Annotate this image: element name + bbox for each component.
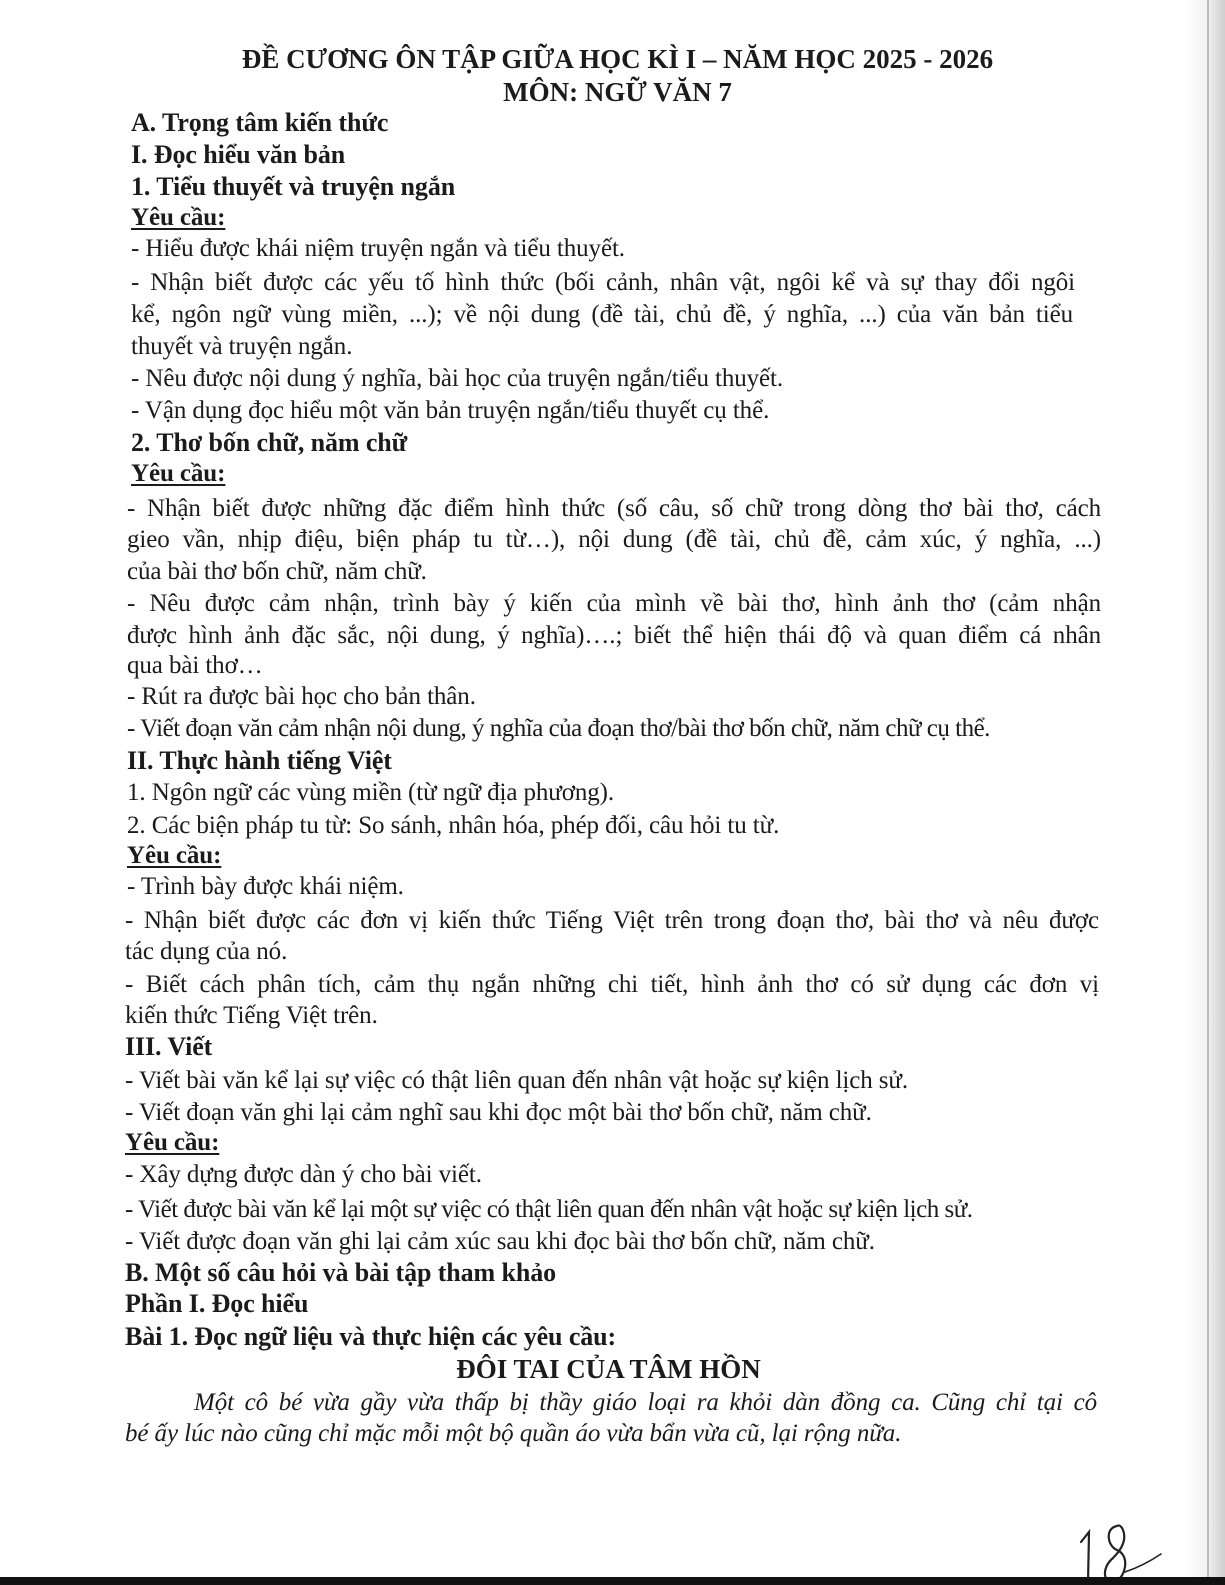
part1-heading: I. Đọc hiểu văn bản [131, 140, 346, 169]
handwritten-page-number [1075, 1520, 1175, 1585]
text-line: - Viết đoạn văn ghi lại cảm nghĩ sau khi đọc một bài thơ bốn chữ, năm chữ. [125, 1099, 872, 1126]
text-line: - Trình bày được khái niệm. [127, 873, 404, 900]
text-line: - Xây dựng được dàn ý cho bài viết. [125, 1161, 482, 1188]
requirements-label: Yêu cầu: [131, 204, 226, 231]
text-line: gieo vần, nhịp điệu, biện pháp tu từ…), nội dung (đề tài, chủ đề, cảm xúc, ý nghĩa, ...) [127, 526, 1101, 553]
text-line: kể, ngôn ngữ vùng miền, ...); về nội dung (đề tài, chủ đề, ý nghĩa, ...) của văn bản tiểu [131, 301, 1073, 328]
text-line: - Rút ra được bài học cho bản thân. [127, 683, 476, 710]
text-line: - Hiểu được khái niệm truyện ngắn và tiểu thuyết. [131, 235, 625, 262]
text-line: 2. Các biện pháp tu từ: So sánh, nhân hóa, phép đối, câu hỏi tu từ. [127, 812, 780, 839]
scan-edge-line [1207, 0, 1209, 1585]
text-line: - Nhận biết được các đơn vị kiến thức Tiếng Việt trên trong đoạn thơ, bài thơ và nêu được [125, 907, 1099, 934]
text-line: được hình ảnh đặc sắc, nội dung, ý nghĩa)….; biết thể hiện thái độ và quan điểm cá nhân [127, 622, 1101, 649]
part2-heading: II. Thực hành tiếng Việt [127, 746, 392, 775]
document-title: ĐỀ CƯƠNG ÔN TẬP GIỮA HỌC KÌ I – NĂM HỌC 2025 - 2026 [241, 44, 994, 74]
text-line: - Nêu được nội dung ý nghĩa, bài học của truyện ngắn/tiểu thuyết. [131, 365, 784, 392]
text-line: - Biết cách phân tích, cảm thụ ngắn những chi tiết, hình ảnh thơ có sử dụng các đơn vị [125, 971, 1099, 998]
text-line: - Viết được bài văn kể lại một sự việc có thật liên quan đến nhân vật hoặc sự kiện lịch sử. [125, 1196, 973, 1223]
text-line: - Vận dụng đọc hiểu một văn bản truyện ngắn/tiểu thuyết cụ thể. [131, 397, 770, 424]
text-line: qua bài thơ… [127, 652, 263, 679]
story-line: Một cô bé vừa gầy vừa thấp bị thầy giáo loại ra khỏi dàn đồng ca. Cũng chỉ tại cô [194, 1389, 1097, 1416]
text-line: - Viết đoạn văn cảm nhận nội dung, ý nghĩa của đoạn thơ/bài thơ bốn chữ, năm chữ cụ thể. [127, 715, 990, 742]
section-b-part1-heading: Phần I. Đọc hiểu [125, 1289, 309, 1318]
part3-heading: III. Viết [125, 1032, 213, 1061]
requirements-label: Yêu cầu: [127, 842, 222, 869]
text-line: 1. Ngôn ngữ các vùng miền (từ ngữ địa phương). [127, 779, 615, 806]
text-line: kiến thức Tiếng Việt trên. [125, 1002, 378, 1029]
text-line: của bài thơ bốn chữ, năm chữ. [127, 558, 427, 585]
text-line: - Nêu được cảm nhận, trình bày ý kiến của mình về bài thơ, hình ảnh thơ (cảm nhận [127, 590, 1101, 617]
text-line: - Nhận biết được những đặc điểm hình thức (số câu, số chữ trong dòng thơ bài thơ, cách [127, 495, 1101, 522]
sub2-heading: 2. Thơ bốn chữ, năm chữ [131, 428, 408, 457]
story-title: ĐÔI TAI CỦA TÂM HỒN [456, 1354, 761, 1384]
scan-bottom-edge [0, 1577, 1225, 1585]
subject-title: MÔN: NGỮ VĂN 7 [503, 77, 732, 107]
text-line: - Viết được đoạn văn ghi lại cảm xúc sau khi đọc bài thơ bốn chữ, năm chữ. [125, 1228, 875, 1255]
requirements-label: Yêu cầu: [125, 1129, 220, 1156]
scan-edge-shadow [1185, 0, 1225, 1585]
story-line: bé ấy lúc nào cũng chỉ mặc mỗi một bộ quần áo vừa bẩn vừa cũ, lại rộng nữa. [125, 1420, 902, 1447]
section-a-heading: A. Trọng tâm kiến thức [131, 108, 389, 137]
text-line: thuyết và truyện ngắn. [131, 333, 353, 360]
sub1-heading: 1. Tiểu thuyết và truyện ngắn [131, 172, 456, 201]
exercise-1-heading: Bài 1. Đọc ngữ liệu và thực hiện các yêu cầu: [125, 1322, 617, 1351]
section-b-heading: B. Một số câu hỏi và bài tập tham khảo [125, 1258, 557, 1287]
text-line: - Viết bài văn kể lại sự việc có thật liên quan đến nhân vật hoặc sự kiện lịch sử. [125, 1067, 909, 1094]
text-line: tác dụng của nó. [125, 938, 288, 965]
requirements-label: Yêu cầu: [131, 460, 226, 487]
text-line: - Nhận biết được các yếu tố hình thức (bối cảnh, nhân vật, ngôi kể và sự thay đổi ngôi [131, 269, 1075, 296]
